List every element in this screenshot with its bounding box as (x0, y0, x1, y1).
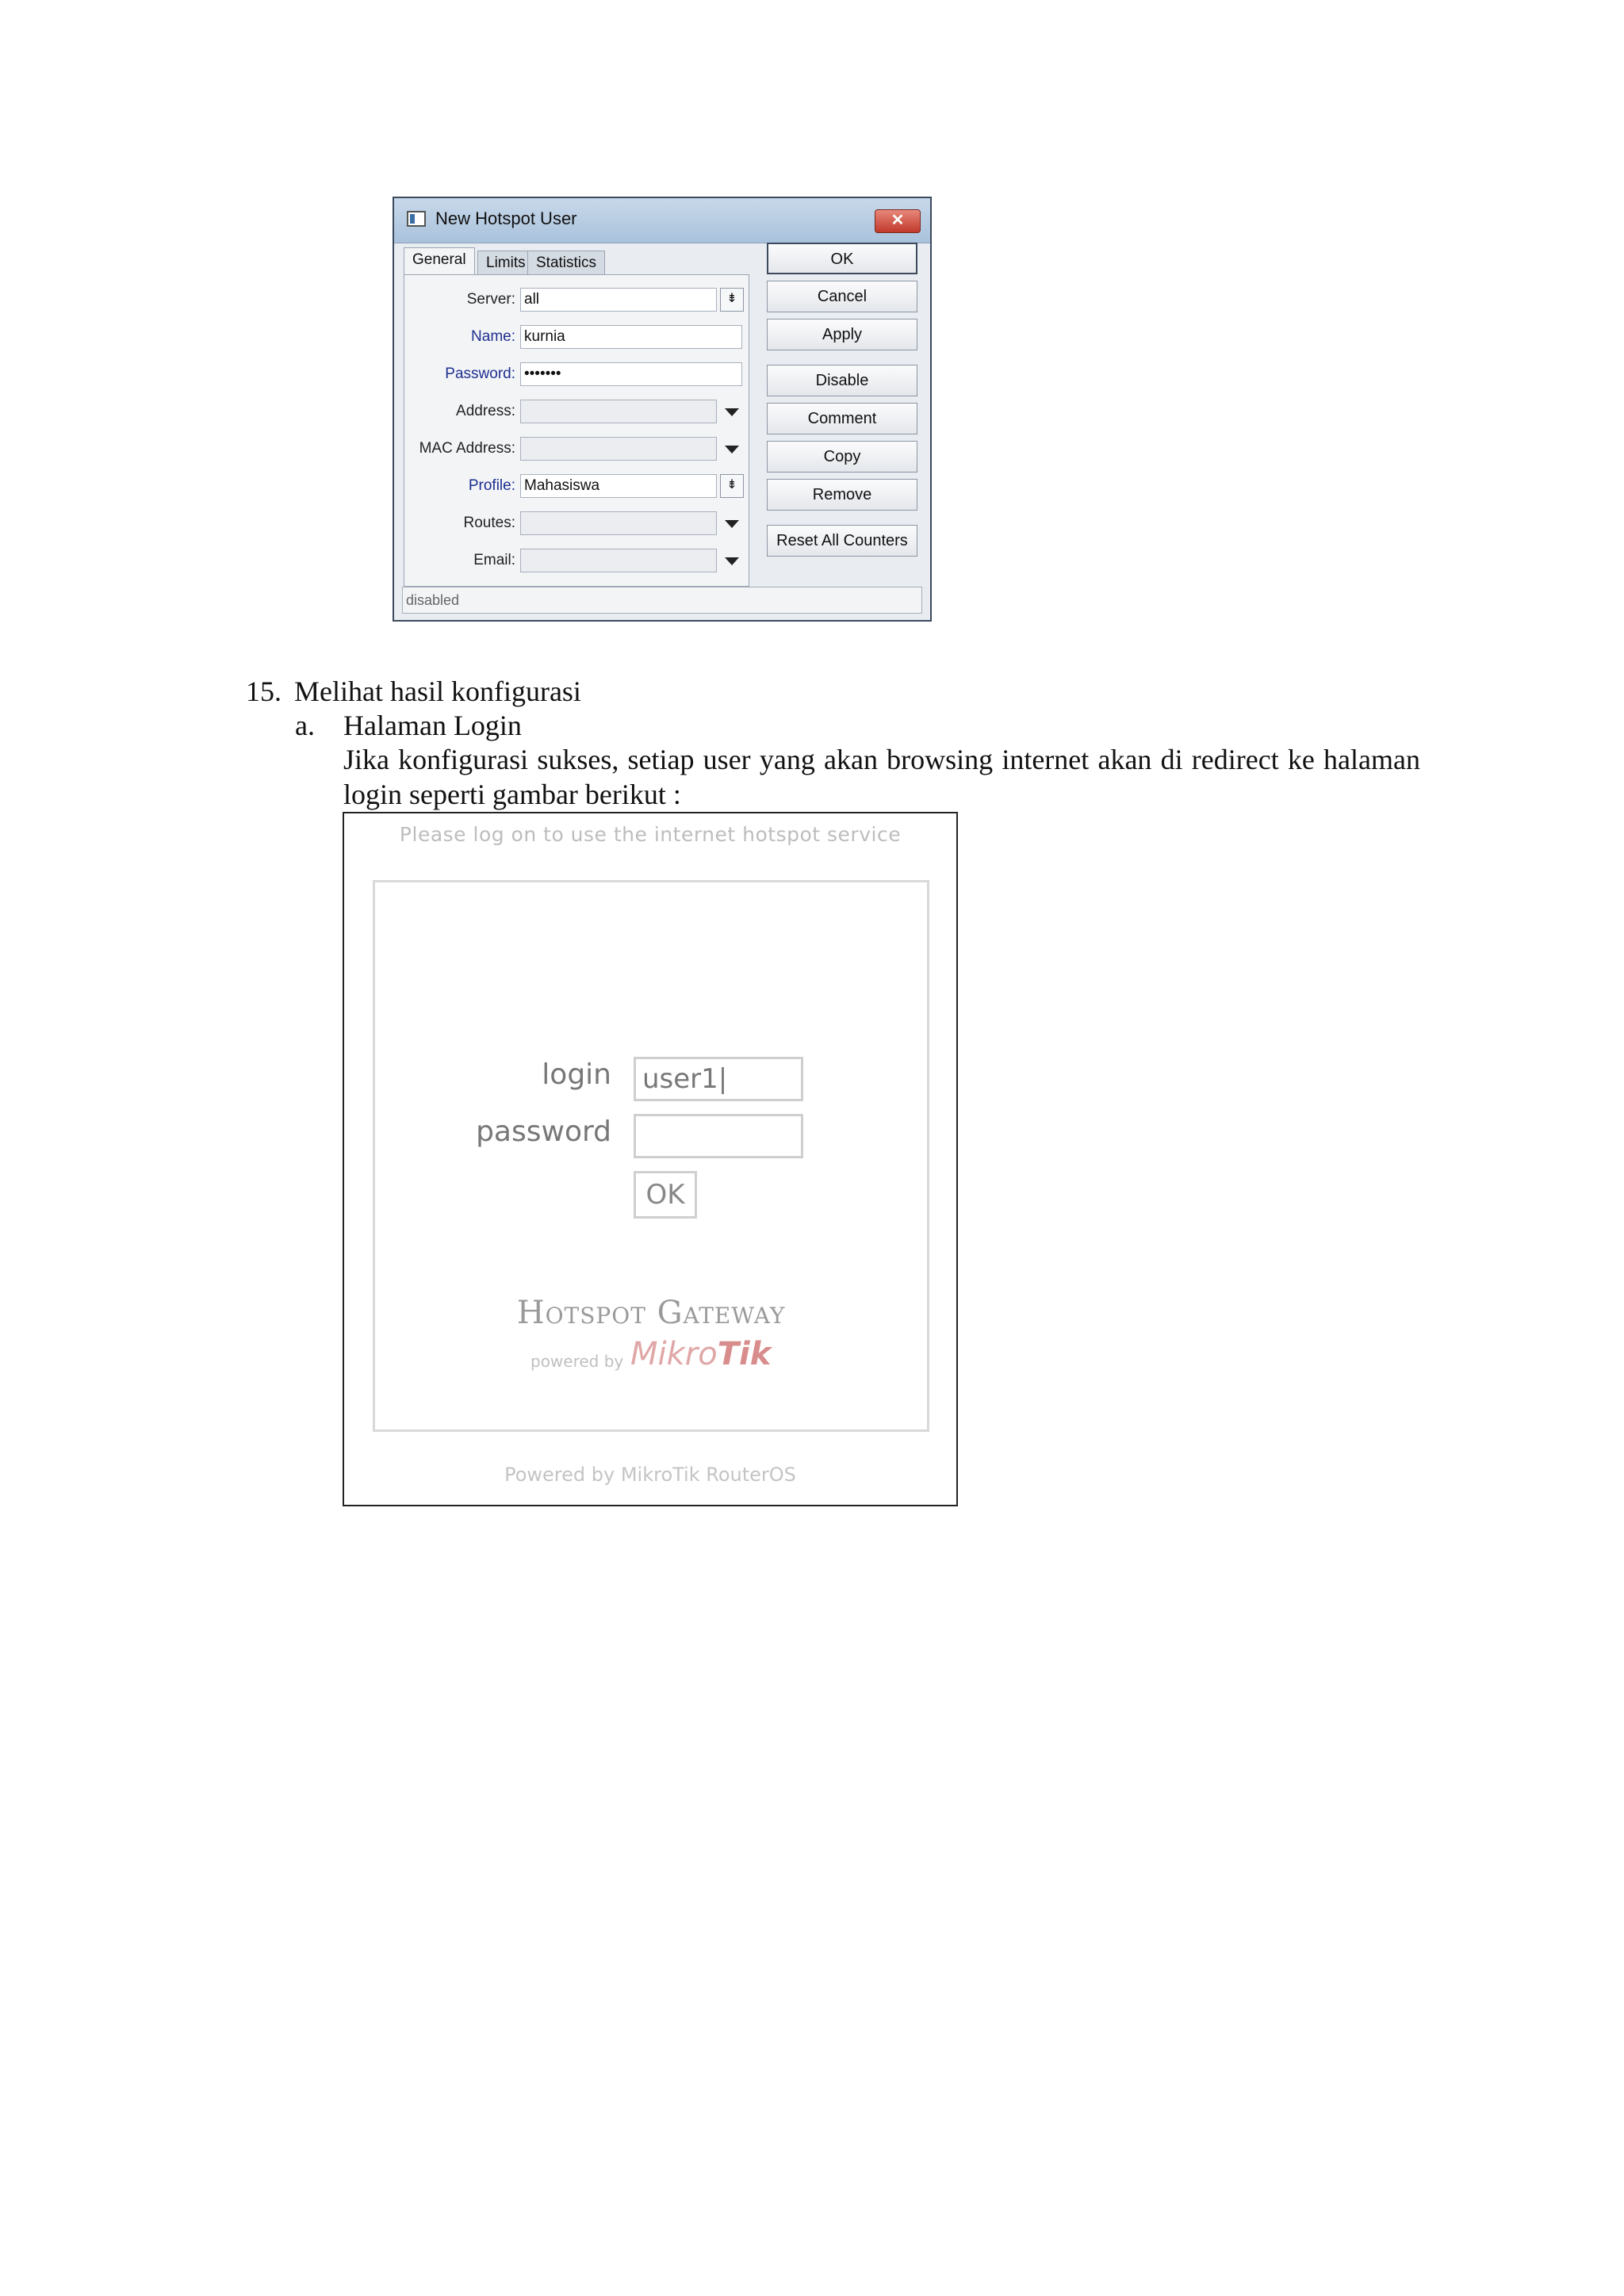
routes-dropdown-icon[interactable] (725, 520, 739, 528)
reset-counters-button[interactable]: Reset All Counters (767, 525, 917, 557)
copy-button[interactable]: Copy (767, 441, 917, 473)
remove-button[interactable]: Remove (767, 479, 917, 511)
login-label: login (542, 1058, 611, 1091)
general-panel (404, 274, 749, 587)
ok-button[interactable]: OK (767, 243, 917, 274)
password-label: Password: (445, 365, 515, 382)
mac-row (404, 435, 750, 462)
dialog-titlebar[interactable] (394, 198, 930, 243)
name-input[interactable]: kurnia (520, 325, 742, 349)
password-label: password (476, 1115, 611, 1148)
routes-row (404, 510, 750, 537)
mac-dropdown-icon[interactable] (725, 446, 739, 453)
routes-label: Routes: (463, 515, 515, 531)
login-header: Please log on to use the internet hotspot service (399, 823, 902, 846)
address-input[interactable] (520, 400, 717, 423)
login-ok-button[interactable]: OK (634, 1171, 697, 1219)
sub-item-heading: Halaman Login (343, 710, 522, 741)
window-icon (407, 211, 426, 227)
login-input[interactable]: user1| (634, 1057, 803, 1101)
login-footer: Powered by MikroTik RouterOS (504, 1464, 796, 1486)
list-item-heading: Melihat hasil konfigurasi (294, 675, 581, 707)
address-row (404, 398, 750, 425)
hotspot-gateway-title: Hotspot Gateway (516, 1295, 786, 1331)
hotspot-login-screenshot (343, 812, 958, 1506)
sub-item-letter: a. (295, 710, 315, 741)
password-input[interactable] (634, 1114, 803, 1158)
powered-by-label: powered by (530, 1352, 624, 1371)
mac-label: MAC Address: (419, 440, 515, 457)
list-item-number: 15. (246, 675, 282, 707)
server-select[interactable]: all (520, 288, 717, 312)
dialog-title: New Hotspot User (435, 209, 577, 228)
mikrotik-logo (630, 1336, 771, 1372)
email-dropdown-icon[interactable] (725, 557, 739, 565)
mikrotik-logo-part-b: Tik (717, 1336, 772, 1372)
email-row (404, 547, 750, 574)
cancel-button[interactable]: Cancel (767, 281, 917, 312)
mikrotik-logo-part-a: Mikro (630, 1336, 718, 1372)
tab-general[interactable]: General (404, 247, 475, 276)
mac-input[interactable] (520, 437, 717, 461)
name-row (404, 323, 750, 350)
profile-row (404, 473, 750, 499)
routes-input[interactable] (520, 511, 717, 535)
email-label: Email: (473, 552, 515, 568)
disable-button[interactable]: Disable (767, 365, 917, 396)
close-button[interactable]: ✕ (875, 209, 921, 233)
profile-select[interactable]: Mahasiswa (520, 474, 717, 498)
email-input[interactable] (520, 549, 717, 572)
login-box (373, 880, 929, 1432)
name-label: Name: (471, 328, 515, 345)
apply-button[interactable]: Apply (767, 319, 917, 350)
status-bar: disabled (402, 587, 922, 614)
profile-label: Profile: (468, 477, 515, 494)
address-dropdown-icon[interactable] (725, 408, 739, 416)
tab-limits[interactable]: Limits (477, 251, 534, 274)
password-input[interactable]: ••••••• (520, 362, 742, 386)
profile-select-icon[interactable]: ⇟ (720, 474, 744, 498)
body-paragraph: Jika konfigurasi sukses, setiap user yang akan browsing internet akan di redirect ke halaman login seperti gambar berikut : (343, 744, 1420, 810)
new-hotspot-user-dialog (393, 197, 932, 622)
comment-button[interactable]: Comment (767, 403, 917, 434)
server-label: Server: (466, 291, 515, 308)
server-select-icon[interactable]: ⇟ (720, 288, 744, 312)
password-row (404, 361, 750, 388)
tab-statistics[interactable]: Statistics (527, 251, 605, 274)
server-row (404, 286, 750, 313)
address-label: Address: (456, 403, 515, 419)
